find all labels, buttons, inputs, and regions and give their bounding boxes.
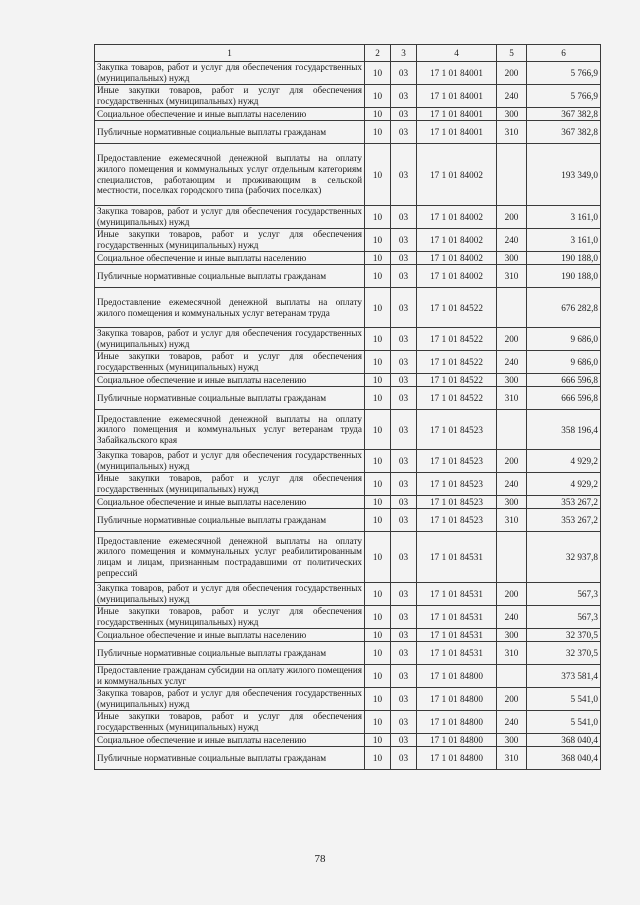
row-description: Закупка товаров, работ и услуг для обеспечения государственных (муниципальных) нужд [95,206,365,229]
table-row [95,450,601,473]
row-target-article-code: 17 1 01 84002 [417,265,497,288]
row-description: Предоставление ежемесячной денежной выплаты на оплату жилого помещения и коммунальных услуг ветеранам труда Забайкальского края [95,410,365,450]
header-cell-3: 3 [391,45,417,62]
row-subsection-code: 03 [391,606,417,629]
row-expense-type-code [497,410,527,450]
table-body [95,62,601,770]
row-description: Предоставление ежемесячной денежной выплаты на оплату жилого помещения и коммунальных услуг ветеранам труда [95,288,365,328]
row-section-code: 10 [365,532,391,583]
header-row [95,45,601,62]
row-section-code: 10 [365,328,391,351]
row-amount: 368 040,4 [527,734,601,747]
row-subsection-code: 03 [391,496,417,509]
row-section-code: 10 [365,144,391,206]
row-description: Закупка товаров, работ и услуг для обеспечения государственных (муниципальных) нужд [95,62,365,85]
row-expense-type-code: 200 [497,450,527,473]
row-section-code: 10 [365,229,391,252]
row-subsection-code: 03 [391,747,417,770]
table-row [95,583,601,606]
row-section-code: 10 [365,496,391,509]
row-expense-type-code: 310 [497,121,527,144]
table-row [95,85,601,108]
row-target-article-code: 17 1 01 84523 [417,450,497,473]
row-section-code: 10 [365,665,391,688]
row-amount: 666 596,8 [527,387,601,410]
row-expense-type-code: 300 [497,108,527,121]
row-subsection-code: 03 [391,108,417,121]
table-row [95,711,601,734]
table-row [95,328,601,351]
row-target-article-code: 17 1 01 84523 [417,509,497,532]
row-amount: 5 541,0 [527,688,601,711]
table-row [95,496,601,509]
table-row [95,62,601,85]
header-cell-6: 6 [527,45,601,62]
row-expense-type-code [497,532,527,583]
row-section-code: 10 [365,374,391,387]
row-target-article-code: 17 1 01 84531 [417,606,497,629]
row-amount: 368 040,4 [527,747,601,770]
row-description: Публичные нормативные социальные выплаты гражданам [95,747,365,770]
table-row [95,629,601,642]
table-row [95,734,601,747]
row-description: Социальное обеспечение и иные выплаты населению [95,374,365,387]
row-section-code: 10 [365,734,391,747]
row-subsection-code: 03 [391,62,417,85]
table-row [95,121,601,144]
row-subsection-code: 03 [391,288,417,328]
row-expense-type-code: 240 [497,606,527,629]
row-description: Социальное обеспечение и иные выплаты населению [95,734,365,747]
row-target-article-code: 17 1 01 84522 [417,374,497,387]
row-section-code: 10 [365,121,391,144]
row-description: Публичные нормативные социальные выплаты гражданам [95,509,365,532]
row-description: Закупка товаров, работ и услуг для обеспечения государственных (муниципальных) нужд [95,450,365,473]
header-cell-4: 4 [417,45,497,62]
row-expense-type-code: 200 [497,62,527,85]
row-amount: 9 686,0 [527,351,601,374]
row-expense-type-code: 240 [497,351,527,374]
row-expense-type-code: 300 [497,374,527,387]
row-description: Социальное обеспечение и иные выплаты населению [95,108,365,121]
row-expense-type-code: 200 [497,328,527,351]
row-amount: 32 370,5 [527,629,601,642]
row-section-code: 10 [365,642,391,665]
row-amount: 567,3 [527,606,601,629]
row-target-article-code: 17 1 01 84800 [417,747,497,770]
row-subsection-code: 03 [391,509,417,532]
row-expense-type-code: 310 [497,747,527,770]
row-expense-type-code [497,288,527,328]
table-row [95,747,601,770]
row-subsection-code: 03 [391,265,417,288]
row-expense-type-code: 300 [497,252,527,265]
row-section-code: 10 [365,747,391,770]
row-amount: 5 766,9 [527,62,601,85]
row-amount: 367 382,8 [527,121,601,144]
row-section-code: 10 [365,711,391,734]
row-subsection-code: 03 [391,410,417,450]
row-expense-type-code: 300 [497,629,527,642]
table-row [95,252,601,265]
row-section-code: 10 [365,583,391,606]
table-row [95,473,601,496]
row-subsection-code: 03 [391,351,417,374]
row-target-article-code: 17 1 01 84001 [417,85,497,108]
row-subsection-code: 03 [391,665,417,688]
row-subsection-code: 03 [391,734,417,747]
row-section-code: 10 [365,351,391,374]
row-expense-type-code: 200 [497,206,527,229]
row-section-code: 10 [365,688,391,711]
row-subsection-code: 03 [391,532,417,583]
row-expense-type-code [497,144,527,206]
row-target-article-code: 17 1 01 84800 [417,688,497,711]
row-amount: 4 929,2 [527,473,601,496]
row-subsection-code: 03 [391,229,417,252]
row-target-article-code: 17 1 01 84800 [417,734,497,747]
row-amount: 676 282,8 [527,288,601,328]
row-description: Иные закупки товаров, работ и услуг для обеспечения государственных (муниципальных) нужд [95,229,365,252]
row-target-article-code: 17 1 01 84001 [417,121,497,144]
row-target-article-code: 17 1 01 84531 [417,629,497,642]
row-target-article-code: 17 1 01 84531 [417,532,497,583]
row-subsection-code: 03 [391,473,417,496]
row-amount: 190 188,0 [527,265,601,288]
row-expense-type-code: 200 [497,583,527,606]
row-description: Иные закупки товаров, работ и услуг для обеспечения государственных (муниципальных) нужд [95,711,365,734]
row-expense-type-code [497,665,527,688]
table-row [95,688,601,711]
row-section-code: 10 [365,410,391,450]
row-subsection-code: 03 [391,387,417,410]
table-row [95,229,601,252]
row-target-article-code: 17 1 01 84002 [417,206,497,229]
row-description: Иные закупки товаров, работ и услуг для обеспечения государственных (муниципальных) нужд [95,473,365,496]
row-target-article-code: 17 1 01 84800 [417,665,497,688]
row-subsection-code: 03 [391,121,417,144]
row-section-code: 10 [365,265,391,288]
row-amount: 3 161,0 [527,229,601,252]
row-section-code: 10 [365,252,391,265]
row-section-code: 10 [365,85,391,108]
row-target-article-code: 17 1 01 84522 [417,328,497,351]
row-amount: 4 929,2 [527,450,601,473]
row-description: Иные закупки товаров, работ и услуг для обеспечения государственных (муниципальных) нужд [95,351,365,374]
row-description: Закупка товаров, работ и услуг для обеспечения государственных (муниципальных) нужд [95,328,365,351]
row-expense-type-code: 240 [497,473,527,496]
table-row [95,108,601,121]
row-subsection-code: 03 [391,450,417,473]
row-description: Публичные нормативные социальные выплаты гражданам [95,121,365,144]
table-row [95,509,601,532]
row-section-code: 10 [365,509,391,532]
row-section-code: 10 [365,108,391,121]
table-row [95,265,601,288]
row-description: Социальное обеспечение и иные выплаты населению [95,496,365,509]
row-description: Иные закупки товаров, работ и услуг для обеспечения государственных (муниципальных) нужд [95,85,365,108]
row-expense-type-code: 310 [497,642,527,665]
row-section-code: 10 [365,629,391,642]
row-amount: 567,3 [527,583,601,606]
row-expense-type-code: 310 [497,387,527,410]
row-amount: 358 196,4 [527,410,601,450]
row-expense-type-code: 310 [497,509,527,532]
row-target-article-code: 17 1 01 84002 [417,144,497,206]
row-subsection-code: 03 [391,144,417,206]
row-description: Предоставление гражданам субсидии на оплату жилого помещения и коммунальных услуг [95,665,365,688]
table-row [95,606,601,629]
row-amount: 190 188,0 [527,252,601,265]
row-target-article-code: 17 1 01 84522 [417,387,497,410]
table-row [95,351,601,374]
row-subsection-code: 03 [391,688,417,711]
table-row [95,665,601,688]
row-amount: 3 161,0 [527,206,601,229]
row-description: Публичные нормативные социальные выплаты гражданам [95,265,365,288]
row-description: Социальное обеспечение и иные выплаты населению [95,629,365,642]
table-row [95,374,601,387]
row-amount: 353 267,2 [527,496,601,509]
row-target-article-code: 17 1 01 84523 [417,496,497,509]
row-description: Публичные нормативные социальные выплаты гражданам [95,642,365,665]
row-subsection-code: 03 [391,629,417,642]
table-header [95,45,601,62]
row-amount: 32 937,8 [527,532,601,583]
row-amount: 353 267,2 [527,509,601,532]
row-target-article-code: 17 1 01 84523 [417,410,497,450]
row-expense-type-code: 240 [497,711,527,734]
row-description: Предоставление ежемесячной денежной выплаты на оплату жилого помещения и коммунальных услуг реабилитированным лицам и лицам, признанным пострадавшими от политических репрессий [95,532,365,583]
row-section-code: 10 [365,206,391,229]
row-description: Иные закупки товаров, работ и услуг для обеспечения государственных (муниципальных) нужд [95,606,365,629]
row-target-article-code: 17 1 01 84522 [417,288,497,328]
row-expense-type-code: 240 [497,85,527,108]
page-number: 78 [314,853,326,865]
row-amount: 367 382,8 [527,108,601,121]
table-row [95,288,601,328]
row-target-article-code: 17 1 01 84531 [417,642,497,665]
row-subsection-code: 03 [391,206,417,229]
row-amount: 373 581,4 [527,665,601,688]
row-section-code: 10 [365,288,391,328]
header-cell-1: 1 [95,45,365,62]
row-target-article-code: 17 1 01 84002 [417,252,497,265]
row-expense-type-code: 300 [497,734,527,747]
row-target-article-code: 17 1 01 84522 [417,351,497,374]
row-subsection-code: 03 [391,85,417,108]
row-target-article-code: 17 1 01 84002 [417,229,497,252]
row-amount: 666 596,8 [527,374,601,387]
header-cell-5: 5 [497,45,527,62]
row-subsection-code: 03 [391,583,417,606]
table-row [95,387,601,410]
row-subsection-code: 03 [391,711,417,734]
row-target-article-code: 17 1 01 84800 [417,711,497,734]
table-row [95,532,601,583]
row-subsection-code: 03 [391,374,417,387]
row-description: Закупка товаров, работ и услуг для обеспечения государственных (муниципальных) нужд [95,583,365,606]
row-target-article-code: 17 1 01 84531 [417,583,497,606]
row-target-article-code: 17 1 01 84001 [417,108,497,121]
row-section-code: 10 [365,62,391,85]
row-section-code: 10 [365,606,391,629]
row-target-article-code: 17 1 01 84523 [417,473,497,496]
row-expense-type-code: 300 [497,496,527,509]
row-description: Публичные нормативные социальные выплаты гражданам [95,387,365,410]
row-subsection-code: 03 [391,328,417,351]
budget-table [94,44,601,770]
row-amount: 9 686,0 [527,328,601,351]
header-cell-2: 2 [365,45,391,62]
row-target-article-code: 17 1 01 84001 [417,62,497,85]
row-description: Социальное обеспечение и иные выплаты населению [95,252,365,265]
table-row [95,642,601,665]
row-section-code: 10 [365,473,391,496]
row-amount: 5 541,0 [527,711,601,734]
row-description: Закупка товаров, работ и услуг для обеспечения государственных (муниципальных) нужд [95,688,365,711]
row-subsection-code: 03 [391,252,417,265]
row-description: Предоставление ежемесячной денежной выплаты на оплату жилого помещения и коммунальных услуг отдельным категориям специалистов, работающим и проживающим в сельской местности, поселках городского типа (рабочих поселках) [95,144,365,206]
row-subsection-code: 03 [391,642,417,665]
row-amount: 5 766,9 [527,85,601,108]
table-row [95,144,601,206]
table-row [95,206,601,229]
table-row [95,410,601,450]
row-section-code: 10 [365,450,391,473]
row-expense-type-code: 240 [497,229,527,252]
row-amount: 32 370,5 [527,642,601,665]
row-amount: 193 349,0 [527,144,601,206]
row-expense-type-code: 200 [497,688,527,711]
row-expense-type-code: 310 [497,265,527,288]
row-section-code: 10 [365,387,391,410]
